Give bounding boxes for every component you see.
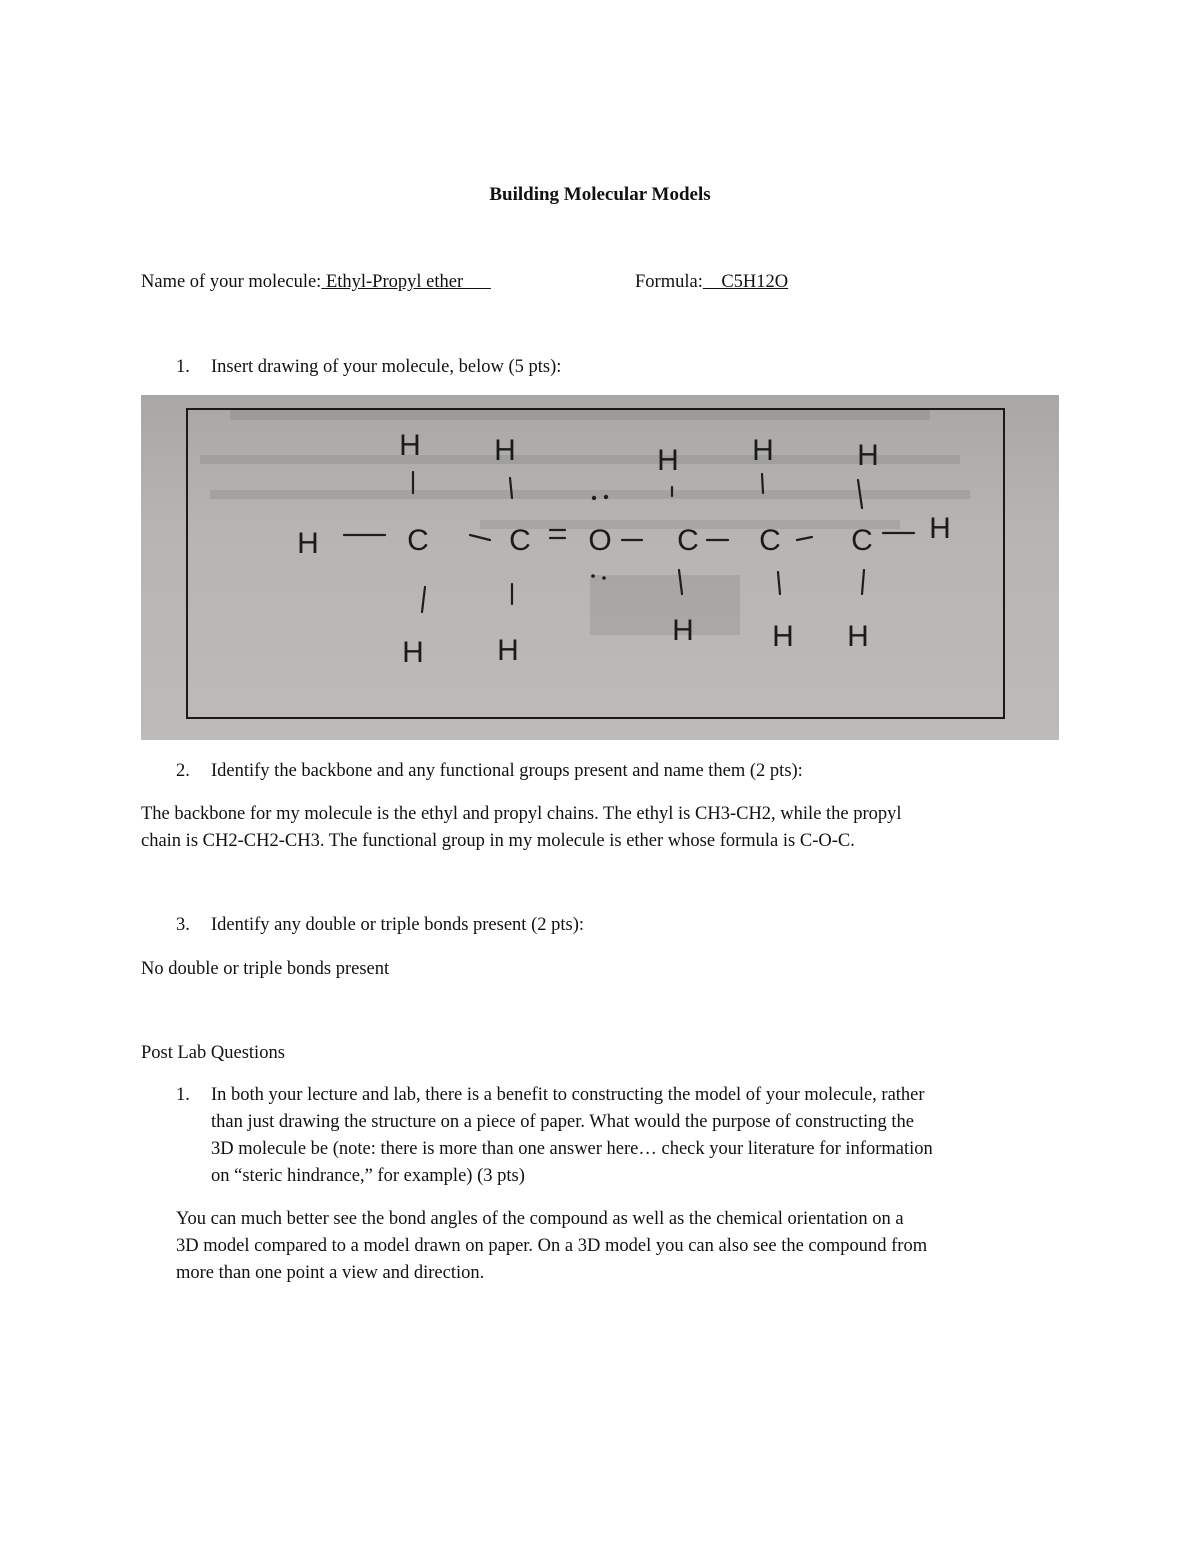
question-number: 2. xyxy=(176,761,190,781)
question-text: Identify any double or triple bonds present (2 pts): xyxy=(211,915,584,935)
formula-row xyxy=(635,269,788,296)
formula-value: C5H12O xyxy=(702,272,789,292)
atom-h-5: H xyxy=(297,527,319,560)
atom-h-13: H xyxy=(402,636,424,669)
molecule-drawing xyxy=(141,395,1059,740)
post-lab-heading: Post Lab Questions xyxy=(141,1043,285,1063)
atom-c-7: C xyxy=(509,524,531,557)
question-3 xyxy=(0,912,1200,939)
atom-h-1: H xyxy=(494,434,516,467)
atom-c-11: C xyxy=(851,524,873,557)
atom-c-10: C xyxy=(759,524,781,557)
molecule-name-label: Name of your molecule: xyxy=(141,272,322,292)
atom-c-6: C xyxy=(407,524,429,557)
question-text xyxy=(211,1082,933,1190)
post-lab-answer-1 xyxy=(176,1206,927,1287)
atom-o-8: O xyxy=(588,524,612,557)
atom-h-12: H xyxy=(929,512,951,545)
atom-h-3: H xyxy=(752,434,774,467)
atom-h-14: H xyxy=(497,634,519,667)
answer-line: The backbone for my molecule is the ethyl and propyl chains. The ethyl is CH3-CH2, while the propyl xyxy=(141,804,902,824)
question-1 xyxy=(0,354,1200,381)
question-number: 1. xyxy=(176,357,190,377)
question-line: 3D molecule be (note: there is more than one answer here… check your literature for information xyxy=(211,1139,933,1159)
atom-h-16: H xyxy=(772,620,794,653)
question-line: on “steric hindrance,” for example) (3 pts) xyxy=(211,1166,525,1186)
question-number: 3. xyxy=(176,915,190,935)
molecule-name-row xyxy=(141,269,491,296)
question-text: Identify the backbone and any functional groups present and name them (2 pts): xyxy=(211,761,803,781)
answer-2 xyxy=(141,801,902,855)
molecule-name-value: Ethyl-Propyl ether xyxy=(321,272,491,292)
atom-h-0: H xyxy=(399,429,421,462)
question-line: than just drawing the structure on a piece of paper. What would the purpose of constructing the xyxy=(211,1112,914,1132)
atom-h-4: H xyxy=(857,439,879,472)
answer-line: more than one point a view and direction. xyxy=(176,1263,485,1283)
formula-label: Formula: xyxy=(635,272,703,292)
atom-h-2: H xyxy=(657,444,679,477)
answer-line: You can much better see the bond angles of the compound as well as the chemical orientation on a xyxy=(176,1209,904,1229)
page-title: Building Molecular Models xyxy=(489,184,711,205)
answer-3: No double or triple bonds present xyxy=(141,959,390,979)
question-text: Insert drawing of your molecule, below (5 pts): xyxy=(211,357,562,377)
atom-c-9: C xyxy=(677,524,699,557)
question-2 xyxy=(0,758,1200,785)
atom-h-15: H xyxy=(672,614,694,647)
answer-line: chain is CH2-CH2-CH3. The functional group in my molecule is ether whose formula is C-O-C. xyxy=(141,831,855,851)
answer-line: 3D model compared to a model drawn on paper. On a 3D model you can also see the compound from xyxy=(176,1236,928,1256)
question-line: In both your lecture and lab, there is a benefit to constructing the model of your molecule, rather xyxy=(211,1085,925,1105)
molecule-drawing-photo xyxy=(141,395,1059,740)
atom-h-17: H xyxy=(847,620,869,653)
question-number: 1. xyxy=(176,1085,190,1105)
